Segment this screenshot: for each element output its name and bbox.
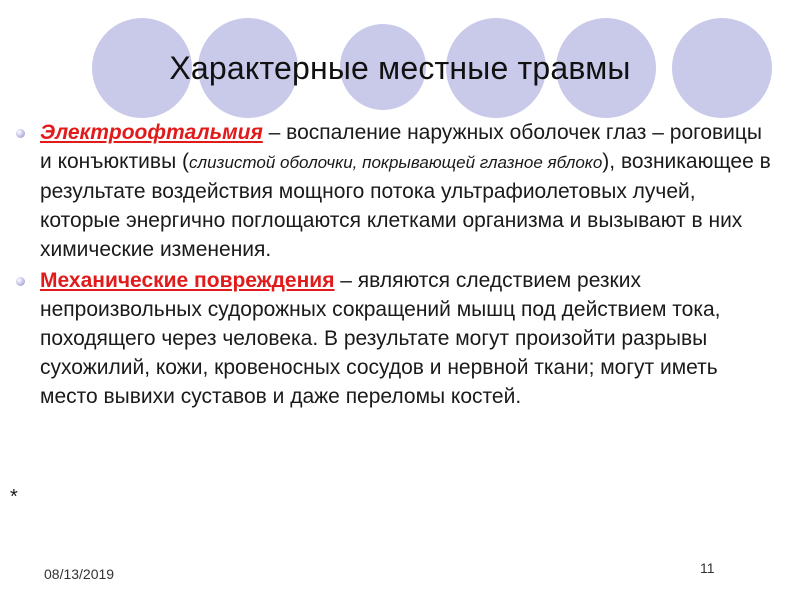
bullet-dot-icon xyxy=(16,277,25,286)
bullet-text: ), возникающее в результате воздействия мощного потока ультрафиолетовых лучей, которые энергично поглощаются клетками организма и вызывают в них химические изменения. xyxy=(40,150,771,261)
slide-date: 08/13/2019 xyxy=(44,566,115,582)
bullet-item-mechanical-damage xyxy=(14,266,774,411)
slide-title: Характерные местные травмы xyxy=(169,50,631,86)
bullet-item-electroophthalmia xyxy=(14,118,774,264)
bullet-text: – являются следствием резких непроизвольных судорожных сокращений мышц под действием тока, походящего через человека. В результате могут произойти разрывы сухожилий, кожи, кровеносных сосудов и нервной ткани; могут иметь место вывихи суставов и даже переломы костей. xyxy=(40,269,721,408)
footnote-star: * xyxy=(10,486,18,508)
term-electroophthalmia: Электроофтальмия xyxy=(40,121,263,144)
term-mechanical-damage: Механические повреждения xyxy=(40,269,335,292)
bullet-note: слизистой оболочки, покрывающей глазное яблоко xyxy=(189,153,603,172)
bullet-text: – воспаление наружных оболочек глаз – роговицы и конъюктивы ( xyxy=(40,121,763,173)
slide-content xyxy=(14,118,774,413)
bullet-dot-icon xyxy=(16,129,25,138)
slide-page-number: 11 xyxy=(700,560,715,576)
